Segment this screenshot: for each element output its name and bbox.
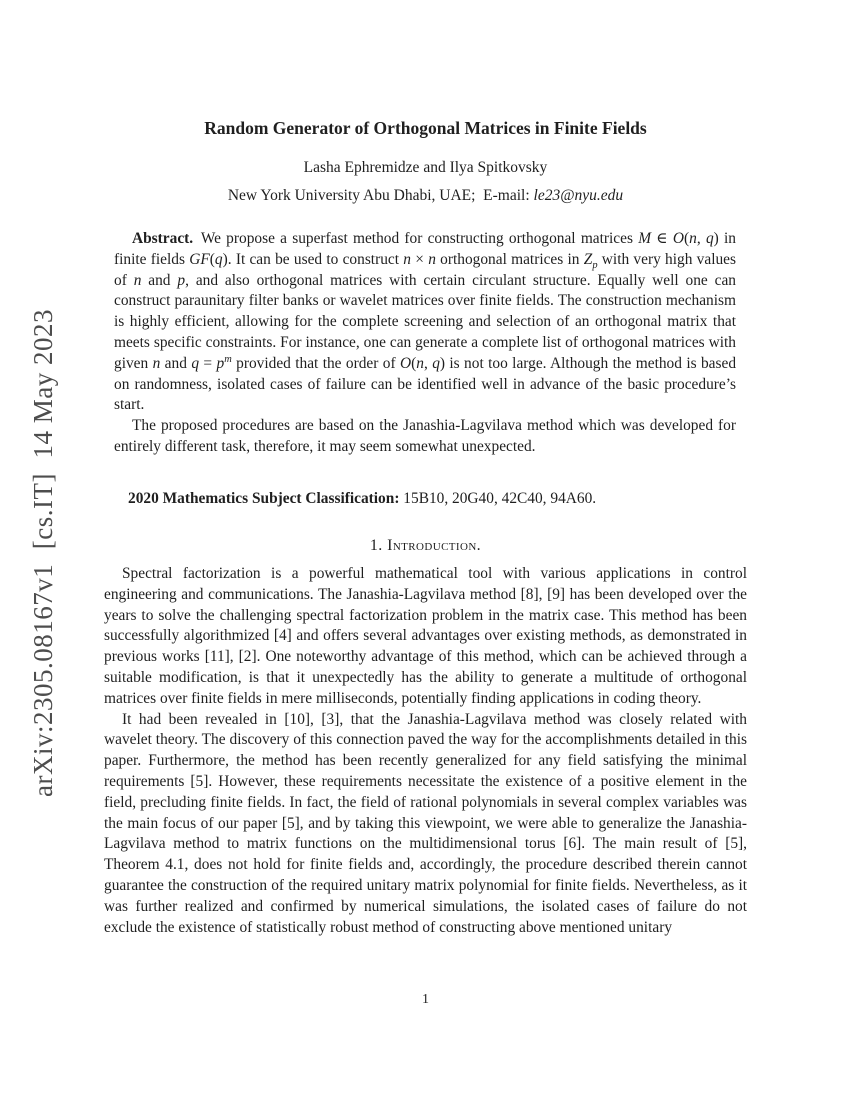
msc-line: 2020 Mathematics Subject Classification: 15B10, 20G40, 42C40, 94A60.: [128, 490, 597, 507]
affiliation-text: New York University Abu Dhabi, UAE; E-mail:: [227, 187, 534, 204]
abstract-paragraph-2: The proposed procedures are based on the Janashia-Lagvilava method which was developed for entirely different task, therefore, it may seem somewhat unexpected.: [114, 417, 736, 455]
paper-title: Random Generator of Orthogonal Matrices in Finite Fields: [204, 118, 647, 138]
paper-affiliation: [104, 186, 747, 206]
introduction-section: [104, 564, 747, 938]
author-email: le23@nyu.edu: [533, 187, 624, 204]
arxiv-watermark: arXiv:2305.08167v1 [cs.IT] 14 May 2023: [28, 309, 58, 797]
msc-classification: [114, 489, 736, 510]
section-heading-introduction: 1. Introduction.: [369, 537, 482, 554]
abstract-section: [114, 229, 736, 458]
abstract-paragraph-1: Abstract. We propose a superfast method for constructing orthogonal matrices M ∈ O(n, q) in finite fields GF(q). It can be used to construct n × n orthogonal matrices in $Z_p$ with very high values of n and p, and also orthogonal matrices with certain circulant structure. Equally well one can construct paraunitary filter banks or wavelet matrices over finite fields. The construction mechanism is highly efficient, allowing for the complete screening and selection of an orthogonal matrix that meets specific constraints. For instance, one can generate a complete list of orthogonal matrices with given n and $q = p^m$ provided that the order of O(n, q) is not too large. Although the method is based on randomness, isolated cases of failure can be identified well in advance of the basic procedure’s start.: [114, 230, 737, 414]
paper-authors: Lasha Ephremidze and Ilya Spitkovsky: [303, 159, 548, 176]
intro-paragraph-2: It had been revealed in [10], [3], that the Janashia-Lagvilava method was closely related with wavelet theory. The discovery of this connection paved the way for the accomplishments detailed in this paper. Furthermore, the method has been recently generalized for any field satisfying the minimal requirements [5]. However, these requirements necessitate the existence of a positive element in the field, precluding finite fields. In fact, the field of rational polynomials in several complex variables was the main focus of our paper [5], and by taking this viewpoint, we were able to generalize the Janashia-Lagvilava method to matrix functions on the multidimensional torus [6]. The main result of [5], Theorem 4.1, does not hold for finite fields and, accordingly, the procedure described therein cannot guarantee the construction of the required unitary matrix polynomial for finite fields. Nevertheless, as it was further realized and confirmed by numerical simulations, the isolated cases of failure do not exclude the existence of statistically robust method of constructing above mentioned unitary: [104, 710, 747, 936]
intro-paragraph-1: Spectral factorization is a powerful mathematical tool with various applications in control engineering and communications. The Janashia-Lagvilava method [8], [9] has been developed over the years to solve the challenging spectral factorization problem in the matrix case. This method has been successfully algorithmized [4] and offers several advantages over existing methods, as demonstrated in previous works [11], [2]. One noteworthy advantage of this method, which can be achieved through a suitable modification, is that it unexpectedly has the ability to generate a multitude of orthogonal matrices over finite fields in mere milliseconds, potentially finding applications in coding theory.: [104, 565, 747, 707]
page-number: 1: [422, 992, 429, 1007]
